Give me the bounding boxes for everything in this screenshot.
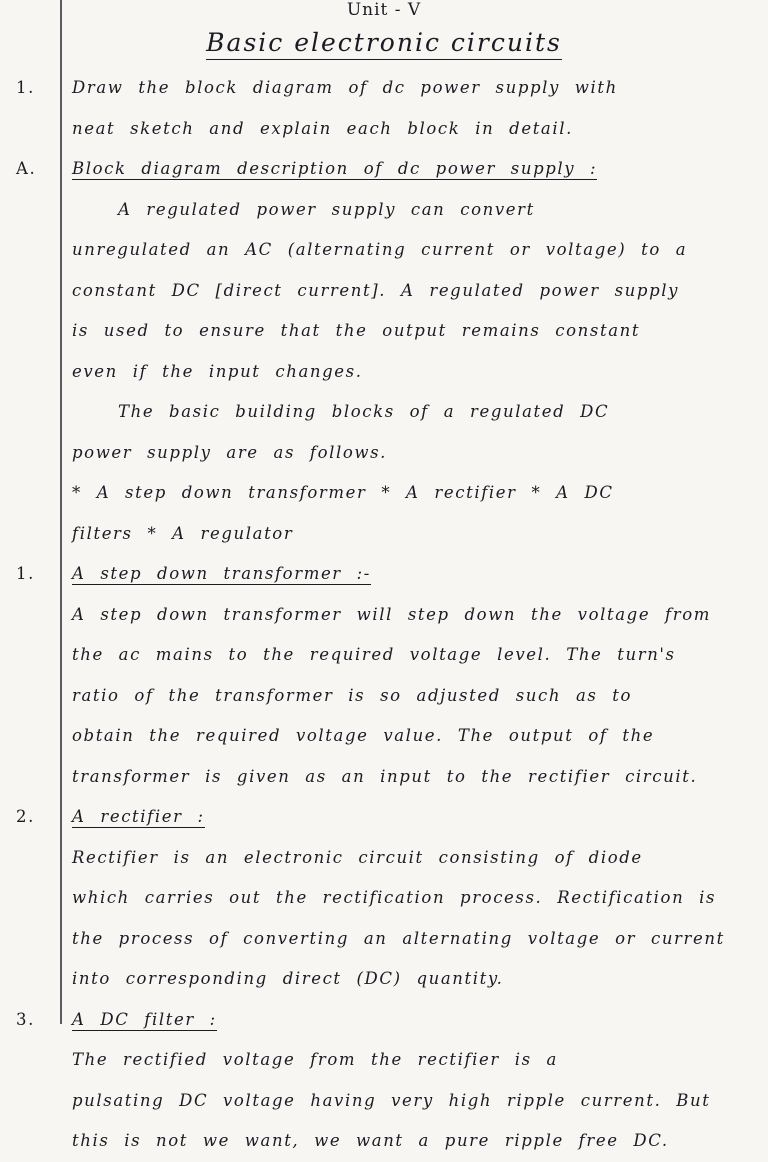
- line-text-content: Rectifier is an electronic circuit consisting of diode: [72, 847, 643, 867]
- note-line: [0, 311, 768, 352]
- line-text-content: into corresponding direct (DC) quantity.: [72, 969, 504, 988]
- line-text: [72, 554, 740, 595]
- line-text-content: constant DC [direct current]. A regulated power supply: [72, 280, 680, 300]
- line-number: 1.: [16, 78, 35, 97]
- line-text: [72, 149, 740, 190]
- note-line: [0, 230, 768, 271]
- line-text: [72, 959, 740, 1000]
- line-text-content: neat sketch and explain each block in detail.: [72, 118, 573, 138]
- line-text-content: which carries out the rectification process. Rectification is: [72, 888, 717, 907]
- line-text: [72, 635, 740, 676]
- line-text: [118, 190, 740, 231]
- line-number: A.: [16, 159, 37, 178]
- line-text-content: filters * A regulator: [72, 523, 294, 543]
- line-text: [72, 1121, 740, 1162]
- line-text-content: power supply are as follows.: [72, 442, 388, 462]
- line-text-content: Block diagram description of dc power supply :: [72, 159, 598, 178]
- line-text: [72, 838, 740, 879]
- note-line: [0, 919, 768, 960]
- note-line: [0, 109, 768, 150]
- note-line: [0, 716, 768, 757]
- line-text: [72, 68, 740, 109]
- line-text-content: this is not we want, we want a pure ripple free DC.: [72, 1131, 669, 1150]
- note-line: [0, 595, 768, 636]
- line-text: [72, 473, 740, 514]
- note-line: [0, 149, 768, 190]
- note-line: [0, 1000, 768, 1041]
- title-text: Basic electronic circuits: [206, 28, 562, 60]
- line-text-content: is used to ensure that the output remains constant: [72, 321, 641, 340]
- note-line: [0, 676, 768, 717]
- line-text-content: A DC filter :: [72, 1009, 217, 1029]
- line-text-content: transformer is given as an input to the rectifier circuit.: [72, 766, 698, 786]
- line-text: [72, 919, 740, 960]
- line-text: [72, 716, 740, 757]
- note-line: [0, 352, 768, 393]
- line-text-content: pulsating DC voltage having very high ripple current. But: [72, 1090, 711, 1110]
- line-text-content: the process of converting an alternating voltage or current: [72, 928, 725, 948]
- line-text: [72, 109, 740, 150]
- line-text-content: unregulated an AC (alternating current or voltage) to a: [72, 240, 688, 259]
- line-text: [72, 1081, 740, 1122]
- note-line: [0, 838, 768, 879]
- line-text: [72, 676, 740, 717]
- note-line: [0, 271, 768, 312]
- line-text-content: A rectifier :: [72, 807, 205, 826]
- page-title: [0, 28, 768, 57]
- note-line: [0, 433, 768, 474]
- line-text: [72, 797, 740, 838]
- line-text-content: even if the input changes.: [72, 361, 363, 381]
- line-text-content: Draw the block diagram of dc power supply with: [72, 78, 618, 97]
- line-text: [72, 433, 740, 474]
- line-number: 3.: [16, 1009, 35, 1029]
- note-line: [0, 68, 768, 109]
- note-line: [0, 797, 768, 838]
- line-text: [72, 1000, 740, 1041]
- line-text: [72, 595, 740, 636]
- line-text: [72, 352, 740, 393]
- line-text: [72, 514, 740, 555]
- note-line: [0, 1121, 768, 1162]
- note-line: [0, 878, 768, 919]
- note-line: [0, 392, 768, 433]
- note-line: [0, 959, 768, 1000]
- line-text-content: the ac mains to the required voltage level. The turn's: [72, 645, 676, 664]
- line-number: 1.: [16, 564, 35, 583]
- line-text: [72, 757, 740, 798]
- line-text-content: The basic building blocks of a regulated DC: [118, 402, 610, 421]
- line-text: [72, 1040, 740, 1081]
- line-text-content: A step down transformer will step down the voltage from: [72, 604, 712, 624]
- note-line: [0, 190, 768, 231]
- line-text-content: ratio of the transformer is so adjusted such as to: [72, 685, 633, 705]
- note-lines: [0, 68, 768, 1162]
- line-text-content: A regulated power supply can convert: [118, 199, 535, 219]
- line-text: [72, 230, 740, 271]
- note-line: [0, 473, 768, 514]
- line-text: [118, 392, 740, 433]
- line-text: [72, 271, 740, 312]
- line-text-content: The rectified voltage from the rectifier is a: [72, 1050, 558, 1069]
- note-line: [0, 514, 768, 555]
- line-text: [72, 311, 740, 352]
- note-line: [0, 554, 768, 595]
- line-text-content: * A step down transformer * A rectifier * A DC: [72, 483, 614, 502]
- unit-heading: Unit - V: [346, 0, 422, 20]
- line-number: 2.: [16, 807, 35, 826]
- line-text-content: obtain the required voltage value. The output of the: [72, 726, 655, 745]
- note-line: [0, 635, 768, 676]
- note-line: [0, 1081, 768, 1122]
- note-line: [0, 1040, 768, 1081]
- note-line: [0, 757, 768, 798]
- line-text-content: A step down transformer :-: [72, 564, 371, 583]
- line-text: [72, 878, 740, 919]
